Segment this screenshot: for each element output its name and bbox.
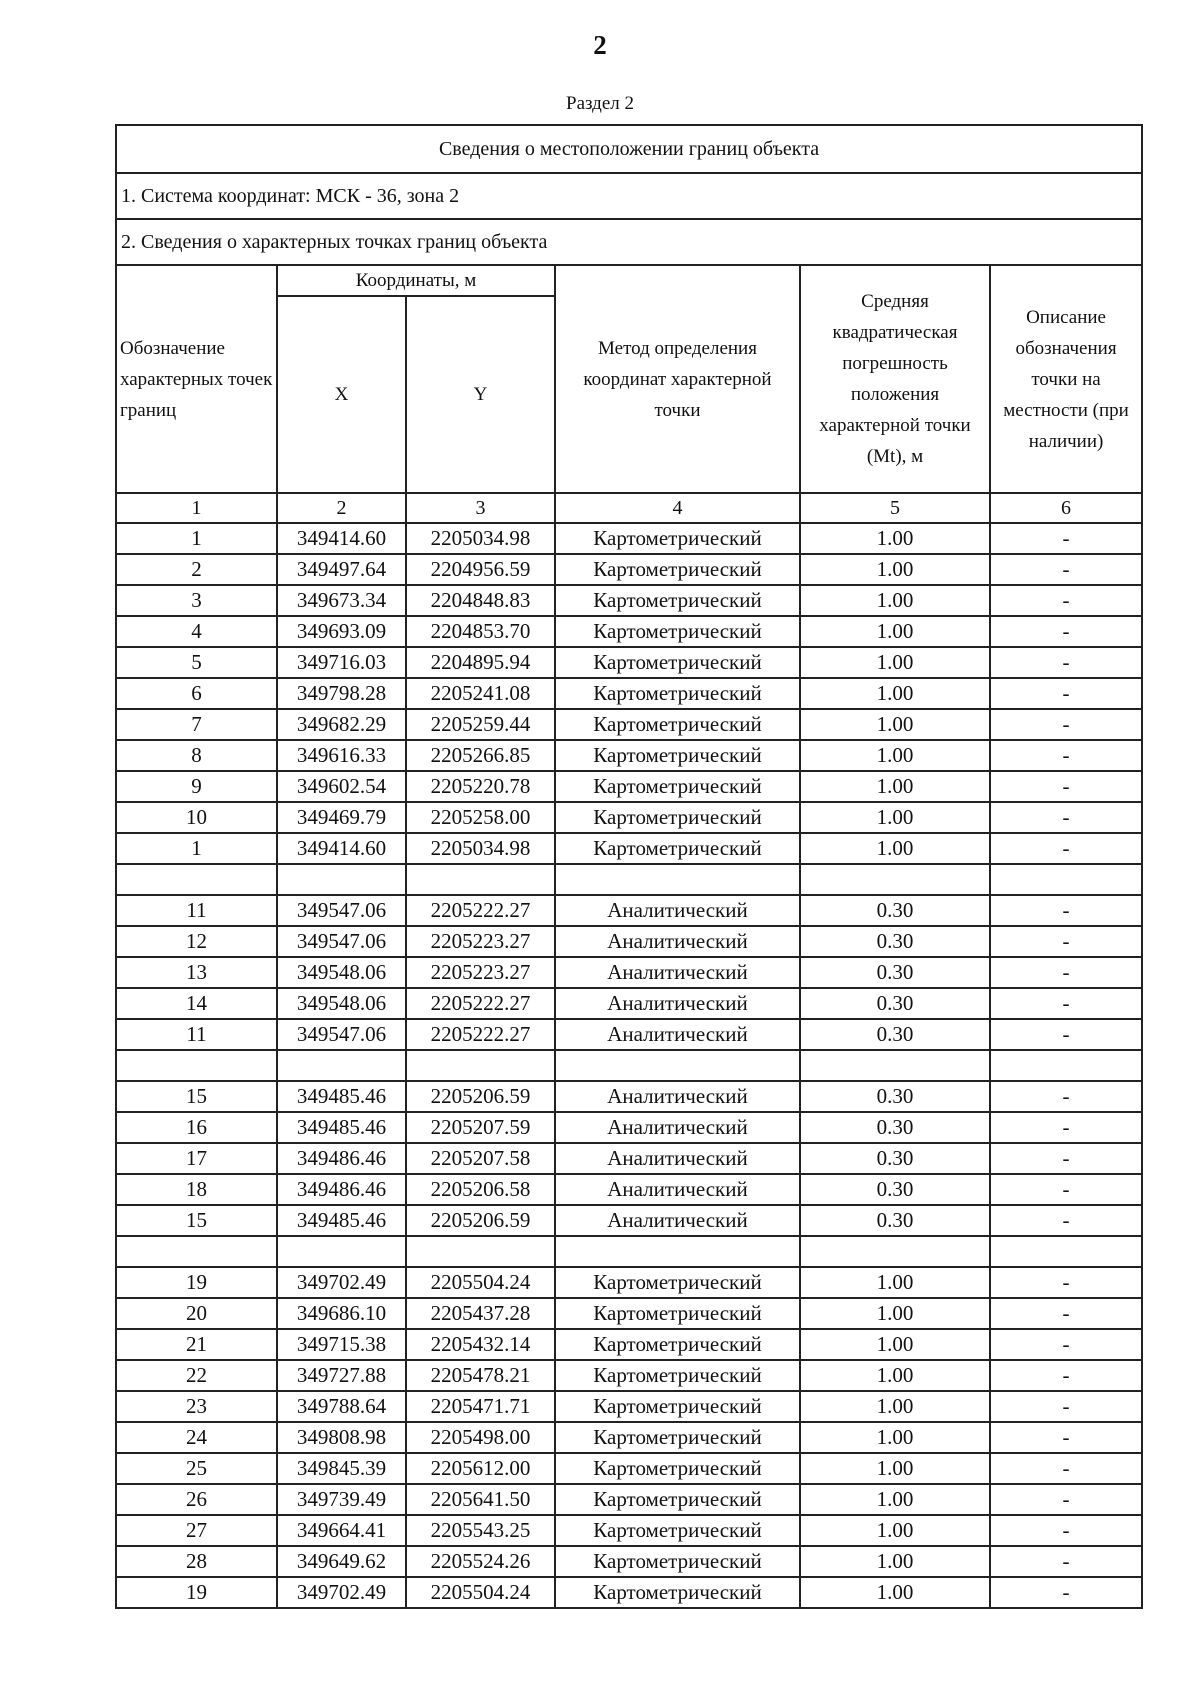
table-title: Сведения о местоположении границ объекта	[116, 125, 1142, 173]
cell-y: 2204848.83	[406, 585, 555, 616]
cell-point: 27	[116, 1515, 277, 1546]
separator-row	[116, 1050, 1142, 1081]
cell-y: 2205471.71	[406, 1391, 555, 1422]
cell-description: -	[990, 740, 1142, 771]
cell-y: 2205220.78	[406, 771, 555, 802]
cell-y: 2205543.25	[406, 1515, 555, 1546]
column-number: 1	[116, 493, 277, 523]
column-number: 2	[277, 493, 406, 523]
cell-description: -	[990, 616, 1142, 647]
cell-mt: 1.00	[800, 709, 990, 740]
cell-point: 19	[116, 1577, 277, 1608]
cell-x: 349664.41	[277, 1515, 406, 1546]
cell-description: -	[990, 709, 1142, 740]
cell-x: 349485.46	[277, 1112, 406, 1143]
cell-y: 2204956.59	[406, 554, 555, 585]
header-description: Описание обозначения точки на местности (при наличии)	[990, 265, 1142, 493]
cell-description: -	[990, 678, 1142, 709]
cell-point: 16	[116, 1112, 277, 1143]
cell-point: 26	[116, 1484, 277, 1515]
column-number-row	[116, 493, 1142, 523]
cell-method: Картометрический	[555, 802, 800, 833]
cell-method: Картометрический	[555, 678, 800, 709]
cell-mt: 0.30	[800, 957, 990, 988]
cell-x: 349788.64	[277, 1391, 406, 1422]
cell-description: -	[990, 988, 1142, 1019]
cell-x: 349485.46	[277, 1081, 406, 1112]
cell-method: Картометрический	[555, 523, 800, 554]
cell-mt: 0.30	[800, 1174, 990, 1205]
table-row	[116, 1267, 1142, 1298]
cell-y: 2205034.98	[406, 833, 555, 864]
cell-mt: 0.30	[800, 1081, 990, 1112]
cell-method: Аналитический	[555, 1081, 800, 1112]
cell-method: Картометрический	[555, 709, 800, 740]
cell-point: 9	[116, 771, 277, 802]
cell-method: Аналитический	[555, 895, 800, 926]
cell-x: 349616.33	[277, 740, 406, 771]
cell-method	[555, 864, 800, 895]
cell-mt: 1.00	[800, 1391, 990, 1422]
cell-point: 28	[116, 1546, 277, 1577]
cell-mt: 1.00	[800, 833, 990, 864]
header-point-designation: Обозначение характерных точек границ	[116, 265, 277, 493]
cell-x: 349808.98	[277, 1422, 406, 1453]
cell-y	[406, 1050, 555, 1081]
cell-description: -	[990, 802, 1142, 833]
cell-mt: 1.00	[800, 740, 990, 771]
cell-method	[555, 1050, 800, 1081]
cell-x: 349682.29	[277, 709, 406, 740]
cell-x: 349548.06	[277, 957, 406, 988]
table-row	[116, 1298, 1142, 1329]
table-body	[116, 125, 1142, 1608]
cell-mt: 1.00	[800, 647, 990, 678]
table-row	[116, 709, 1142, 740]
cell-y: 2205222.27	[406, 988, 555, 1019]
table-row	[116, 523, 1142, 554]
header-method: Метод определения координат характерной точки	[555, 265, 800, 493]
points-heading-row	[116, 219, 1142, 265]
cell-y: 2205266.85	[406, 740, 555, 771]
cell-y: 2205206.59	[406, 1081, 555, 1112]
cell-y: 2205612.00	[406, 1453, 555, 1484]
cell-description: -	[990, 833, 1142, 864]
cell-mt: 1.00	[800, 1546, 990, 1577]
table-row	[116, 988, 1142, 1019]
cell-description: -	[990, 1329, 1142, 1360]
cell-description: -	[990, 1267, 1142, 1298]
cell-method: Картометрический	[555, 585, 800, 616]
table-row	[116, 585, 1142, 616]
cell-point: 12	[116, 926, 277, 957]
cell-x: 349486.46	[277, 1143, 406, 1174]
cell-description: -	[990, 926, 1142, 957]
cell-mt: 1.00	[800, 1484, 990, 1515]
cell-description: -	[990, 1484, 1142, 1515]
cell-method: Картометрический	[555, 1391, 800, 1422]
cell-mt: 1.00	[800, 1515, 990, 1546]
cell-y: 2205478.21	[406, 1360, 555, 1391]
cell-point: 15	[116, 1081, 277, 1112]
cell-method: Картометрический	[555, 1546, 800, 1577]
cell-description: -	[990, 1081, 1142, 1112]
cell-x: 349548.06	[277, 988, 406, 1019]
cell-x: 349547.06	[277, 1019, 406, 1050]
cell-description: -	[990, 1515, 1142, 1546]
cell-method: Аналитический	[555, 1019, 800, 1050]
cell-mt	[800, 1050, 990, 1081]
coordinate-system-row	[116, 173, 1142, 219]
cell-method: Картометрический	[555, 1577, 800, 1608]
cell-mt: 0.30	[800, 926, 990, 957]
table-row	[116, 1143, 1142, 1174]
cell-method: Картометрический	[555, 1422, 800, 1453]
points-heading: 2. Сведения о характерных точках границ объекта	[116, 219, 1142, 265]
cell-x: 349547.06	[277, 895, 406, 926]
column-number: 4	[555, 493, 800, 523]
cell-x: 349414.60	[277, 833, 406, 864]
cell-description: -	[990, 1453, 1142, 1484]
page-number: 2	[593, 30, 607, 60]
table-row	[116, 1019, 1142, 1050]
cell-point: 8	[116, 740, 277, 771]
table-row	[116, 1112, 1142, 1143]
cell-x: 349497.64	[277, 554, 406, 585]
cell-description: -	[990, 647, 1142, 678]
cell-y: 2205206.59	[406, 1205, 555, 1236]
cell-mt: 1.00	[800, 771, 990, 802]
header-y: Y	[406, 296, 555, 493]
table-row	[116, 1453, 1142, 1484]
cell-mt: 1.00	[800, 1577, 990, 1608]
cell-mt: 1.00	[800, 585, 990, 616]
cell-y: 2205223.27	[406, 957, 555, 988]
table-row	[116, 1205, 1142, 1236]
cell-y: 2205241.08	[406, 678, 555, 709]
cell-y: 2205504.24	[406, 1577, 555, 1608]
cell-y: 2205504.24	[406, 1267, 555, 1298]
header-coordinates: Координаты, м	[277, 265, 555, 296]
cell-method: Аналитический	[555, 988, 800, 1019]
cell-mt: 1.00	[800, 678, 990, 709]
cell-point: 23	[116, 1391, 277, 1422]
cell-x: 349414.60	[277, 523, 406, 554]
cell-mt: 0.30	[800, 1205, 990, 1236]
table-row	[116, 1484, 1142, 1515]
cell-y	[406, 1236, 555, 1267]
cell-description: -	[990, 895, 1142, 926]
cell-x: 349702.49	[277, 1267, 406, 1298]
cell-point: 1	[116, 523, 277, 554]
cell-x: 349716.03	[277, 647, 406, 678]
cell-x: 349469.79	[277, 802, 406, 833]
cell-point: 21	[116, 1329, 277, 1360]
cell-description: -	[990, 1205, 1142, 1236]
cell-description: -	[990, 1298, 1142, 1329]
table-row	[116, 1081, 1142, 1112]
cell-mt: 0.30	[800, 895, 990, 926]
cell-x: 349798.28	[277, 678, 406, 709]
cell-mt: 1.00	[800, 1267, 990, 1298]
cell-method: Картометрический	[555, 771, 800, 802]
cell-x: 349673.34	[277, 585, 406, 616]
cell-point: 19	[116, 1267, 277, 1298]
table-row	[116, 1577, 1142, 1608]
cell-x: 349486.46	[277, 1174, 406, 1205]
cell-x: 349602.54	[277, 771, 406, 802]
table-row	[116, 957, 1142, 988]
cell-point: 13	[116, 957, 277, 988]
cell-description	[990, 864, 1142, 895]
cell-x	[277, 1236, 406, 1267]
section-label: Раздел 2	[566, 93, 634, 114]
cell-point: 4	[116, 616, 277, 647]
cell-point: 11	[116, 1019, 277, 1050]
cell-mt: 1.00	[800, 1298, 990, 1329]
cell-point: 17	[116, 1143, 277, 1174]
table-row	[116, 1329, 1142, 1360]
cell-description: -	[990, 771, 1142, 802]
cell-method	[555, 1236, 800, 1267]
cell-point	[116, 864, 277, 895]
separator-row	[116, 864, 1142, 895]
table-row	[116, 1422, 1142, 1453]
table-row	[116, 1174, 1142, 1205]
cell-x: 349649.62	[277, 1546, 406, 1577]
boundary-points-table	[115, 124, 1143, 1609]
cell-x: 349727.88	[277, 1360, 406, 1391]
coordinate-system: 1. Система координат: МСК - 36, зона 2	[116, 173, 1142, 219]
cell-mt: 1.00	[800, 802, 990, 833]
cell-x: 349693.09	[277, 616, 406, 647]
cell-point: 25	[116, 1453, 277, 1484]
header-row-1	[116, 265, 1142, 296]
cell-point: 2	[116, 554, 277, 585]
cell-method: Аналитический	[555, 1174, 800, 1205]
cell-point: 20	[116, 1298, 277, 1329]
cell-method: Картометрический	[555, 1298, 800, 1329]
cell-point: 15	[116, 1205, 277, 1236]
cell-point: 24	[116, 1422, 277, 1453]
cell-description: -	[990, 585, 1142, 616]
header-x: X	[277, 296, 406, 493]
cell-description: -	[990, 1174, 1142, 1205]
cell-y: 2205207.59	[406, 1112, 555, 1143]
cell-method: Картометрический	[555, 1515, 800, 1546]
cell-description: -	[990, 1546, 1142, 1577]
cell-description	[990, 1050, 1142, 1081]
cell-point: 14	[116, 988, 277, 1019]
table-row	[116, 1391, 1142, 1422]
table-row	[116, 802, 1142, 833]
table-row	[116, 926, 1142, 957]
column-number: 3	[406, 493, 555, 523]
cell-method: Картометрический	[555, 833, 800, 864]
cell-method: Картометрический	[555, 1360, 800, 1391]
cell-point: 22	[116, 1360, 277, 1391]
column-number: 5	[800, 493, 990, 523]
cell-y: 2205524.26	[406, 1546, 555, 1577]
cell-point	[116, 1236, 277, 1267]
cell-y: 2205222.27	[406, 1019, 555, 1050]
cell-mt	[800, 864, 990, 895]
table-row	[116, 616, 1142, 647]
cell-y: 2205641.50	[406, 1484, 555, 1515]
cell-x: 349739.49	[277, 1484, 406, 1515]
cell-point: 10	[116, 802, 277, 833]
cell-method: Картометрический	[555, 616, 800, 647]
cell-y: 2205432.14	[406, 1329, 555, 1360]
cell-mt: 1.00	[800, 554, 990, 585]
cell-description: -	[990, 1143, 1142, 1174]
cell-description: -	[990, 523, 1142, 554]
cell-y: 2205222.27	[406, 895, 555, 926]
cell-point: 7	[116, 709, 277, 740]
table-title-row	[116, 125, 1142, 173]
cell-description: -	[990, 1577, 1142, 1608]
table-row	[116, 771, 1142, 802]
cell-y: 2205206.58	[406, 1174, 555, 1205]
cell-mt: 1.00	[800, 1422, 990, 1453]
cell-method: Аналитический	[555, 957, 800, 988]
cell-y: 2204895.94	[406, 647, 555, 678]
cell-method: Картометрический	[555, 1267, 800, 1298]
cell-y: 2205437.28	[406, 1298, 555, 1329]
column-number: 6	[990, 493, 1142, 523]
cell-description: -	[990, 1391, 1142, 1422]
cell-x: 349715.38	[277, 1329, 406, 1360]
cell-x: 349547.06	[277, 926, 406, 957]
cell-x: 349485.46	[277, 1205, 406, 1236]
table-row	[116, 647, 1142, 678]
cell-description: -	[990, 1422, 1142, 1453]
cell-mt: 1.00	[800, 523, 990, 554]
table-row	[116, 1515, 1142, 1546]
cell-mt: 0.30	[800, 988, 990, 1019]
cell-method: Аналитический	[555, 1205, 800, 1236]
cell-mt	[800, 1236, 990, 1267]
cell-y: 2204853.70	[406, 616, 555, 647]
cell-x: 349686.10	[277, 1298, 406, 1329]
table-row	[116, 1546, 1142, 1577]
cell-x: 349702.49	[277, 1577, 406, 1608]
cell-method: Картометрический	[555, 1329, 800, 1360]
cell-x	[277, 1050, 406, 1081]
cell-mt: 0.30	[800, 1143, 990, 1174]
cell-y: 2205207.58	[406, 1143, 555, 1174]
cell-method: Картометрический	[555, 647, 800, 678]
cell-x: 349845.39	[277, 1453, 406, 1484]
cell-y: 2205223.27	[406, 926, 555, 957]
cell-y: 2205259.44	[406, 709, 555, 740]
cell-y: 2205258.00	[406, 802, 555, 833]
table-row	[116, 678, 1142, 709]
cell-point: 3	[116, 585, 277, 616]
table-row	[116, 740, 1142, 771]
cell-x	[277, 864, 406, 895]
cell-description: -	[990, 957, 1142, 988]
cell-mt: 0.30	[800, 1112, 990, 1143]
cell-method: Картометрический	[555, 740, 800, 771]
cell-y: 2205034.98	[406, 523, 555, 554]
cell-method: Картометрический	[555, 554, 800, 585]
cell-description: -	[990, 1112, 1142, 1143]
cell-point: 5	[116, 647, 277, 678]
table-row	[116, 1360, 1142, 1391]
cell-point: 6	[116, 678, 277, 709]
cell-method: Картометрический	[555, 1484, 800, 1515]
cell-method: Картометрический	[555, 1453, 800, 1484]
table-row	[116, 554, 1142, 585]
cell-point	[116, 1050, 277, 1081]
cell-y: 2205498.00	[406, 1422, 555, 1453]
table-row	[116, 833, 1142, 864]
cell-mt: 1.00	[800, 1453, 990, 1484]
cell-point: 11	[116, 895, 277, 926]
cell-description	[990, 1236, 1142, 1267]
cell-mt: 1.00	[800, 1329, 990, 1360]
table-row	[116, 895, 1142, 926]
header-error: Средняя квадратическая погрешность положения характерной точки (Mt), м	[800, 265, 990, 493]
cell-mt: 1.00	[800, 616, 990, 647]
cell-point: 18	[116, 1174, 277, 1205]
cell-y	[406, 864, 555, 895]
cell-method: Аналитический	[555, 1143, 800, 1174]
cell-description: -	[990, 1019, 1142, 1050]
cell-method: Аналитический	[555, 1112, 800, 1143]
cell-description: -	[990, 1360, 1142, 1391]
cell-description: -	[990, 554, 1142, 585]
separator-row	[116, 1236, 1142, 1267]
cell-method: Аналитический	[555, 926, 800, 957]
cell-point: 1	[116, 833, 277, 864]
cell-mt: 0.30	[800, 1019, 990, 1050]
cell-mt: 1.00	[800, 1360, 990, 1391]
